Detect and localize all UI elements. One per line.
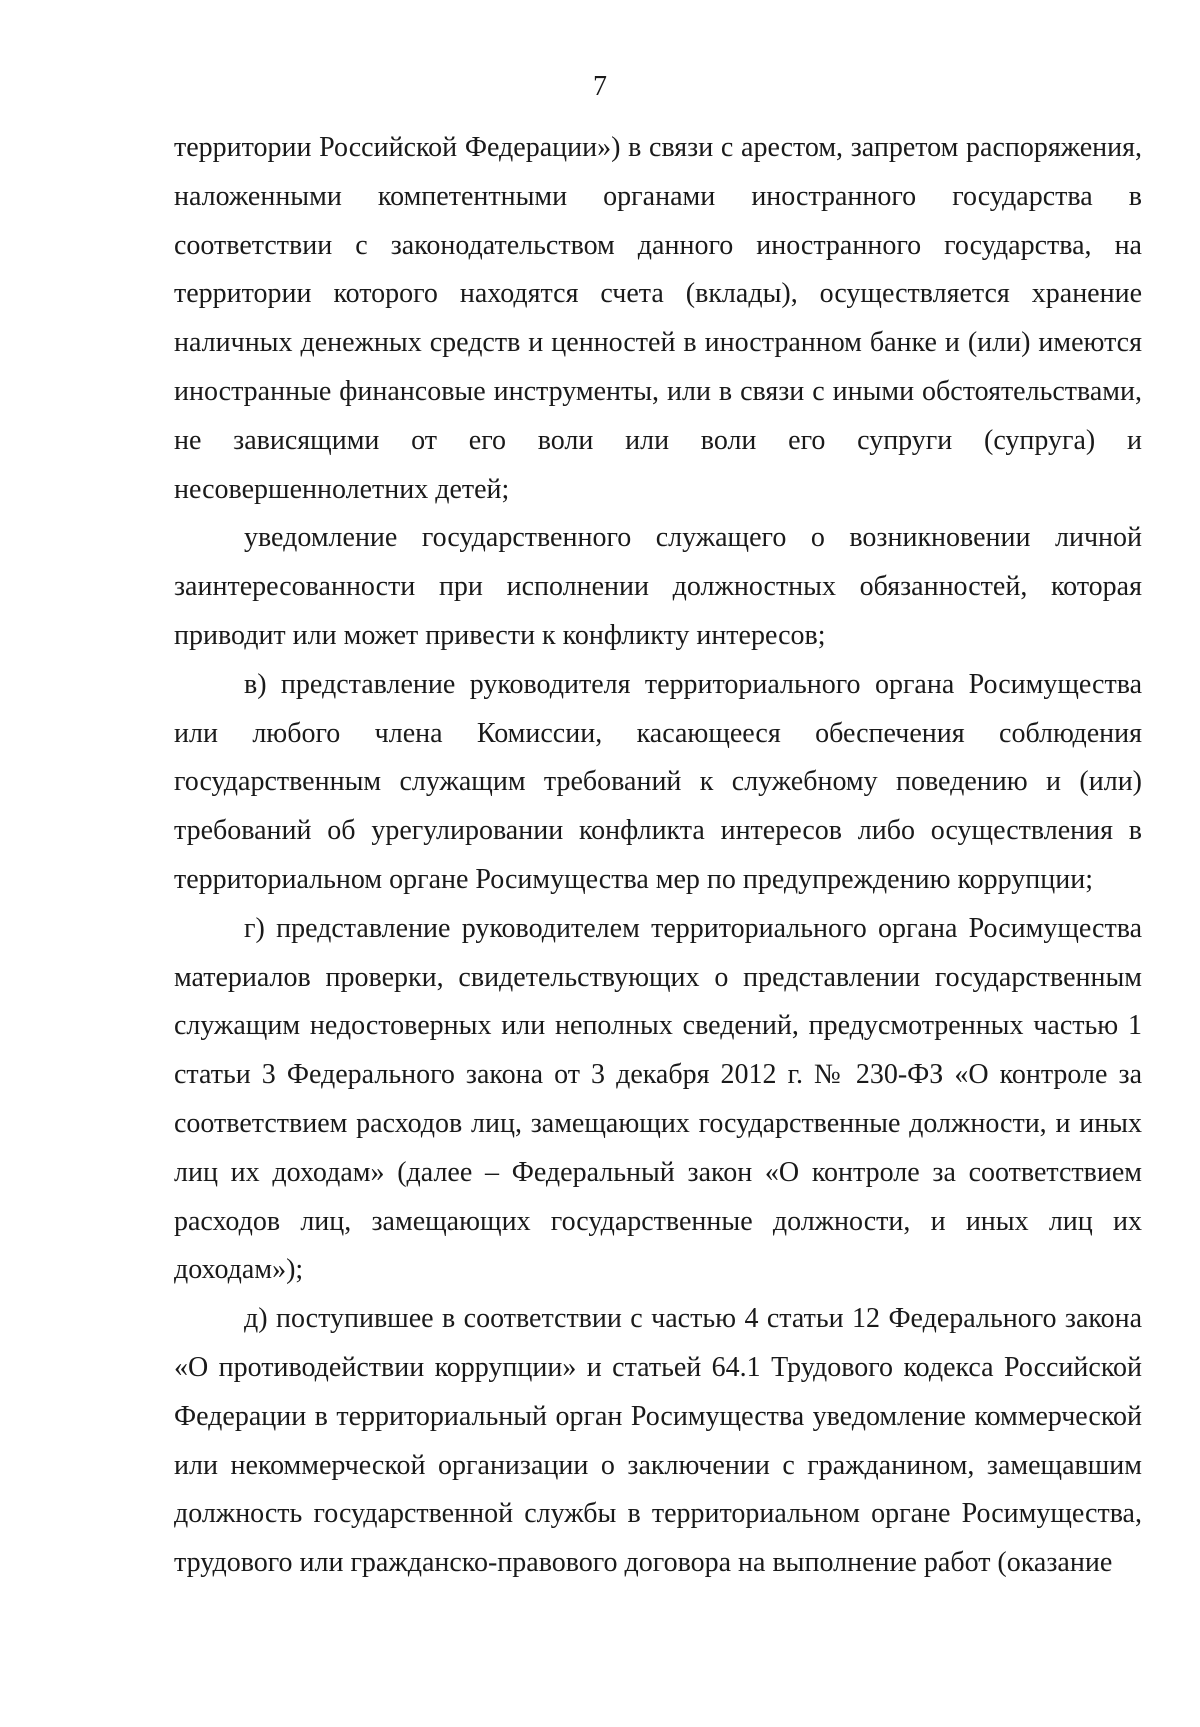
paragraph-item-v: в) представление руководителя территориального органа Росимущества или любого члена Комиссии, касающееся обеспечения соблюдения государственным служащим требований к служебному поведению и (или) требований об урегулировании конфликта интересов либо осуществления в территориальном органе Росимущества мер по предупреждению коррупции;: [174, 668, 1142, 895]
page-number: 7: [593, 71, 607, 102]
document-body: [174, 124, 1142, 1588]
paragraph-continuation: территории Российской Федерации») в связи с арестом, запретом распоряжения, наложенными компетентными органами иностранного государства в соответствии с законодательством данного иностранного государства, на территории которого находятся счета (вклады), осуществляется хранение наличных денежных средств и ценностей в иностранном банке и (или) имеются иностранные финансовые инструменты, или в связи с иными обстоятельствами, не зависящими от его воли или воли его супруги (супруга) и несовершеннолетних детей;: [174, 132, 1142, 505]
paragraph-notice-personal-interest: уведомление государственного служащего о возникновении личной заинтересованности при исполнении должностных обязанностей, которая приводит или может привести к конфликту интересов;: [174, 522, 1142, 651]
paragraph-item-d: д) поступившее в соответствии с частью 4 статьи 12 Федерального закона «О противодействии коррупции» и статьей 64.1 Трудового кодекса Российской Федерации в территориальный орган Росимущества уведомление коммерческой или некоммерческой организации о заключении с гражданином, замещавшим должность государственной службы в территориальном органе Росимущества, трудового или гражданско-правового договора на выполнение работ (оказание: [174, 1303, 1142, 1579]
paragraph-item-g: г) представление руководителем территориального органа Росимущества материалов проверки, свидетельствующих о представлении государственным служащим недостоверных или неполных сведений, предусмотренных частью 1 статьи 3 Федерального закона от 3 декабря 2012 г. № 230-ФЗ «О контроле за соответствием расходов лиц, замещающих государственные должности, и иных лиц их доходам» (далее – Федеральный закон «О контроле за соответствием расходов лиц, замещающих государственные должности, и иных лиц их доходам»);: [174, 912, 1142, 1286]
